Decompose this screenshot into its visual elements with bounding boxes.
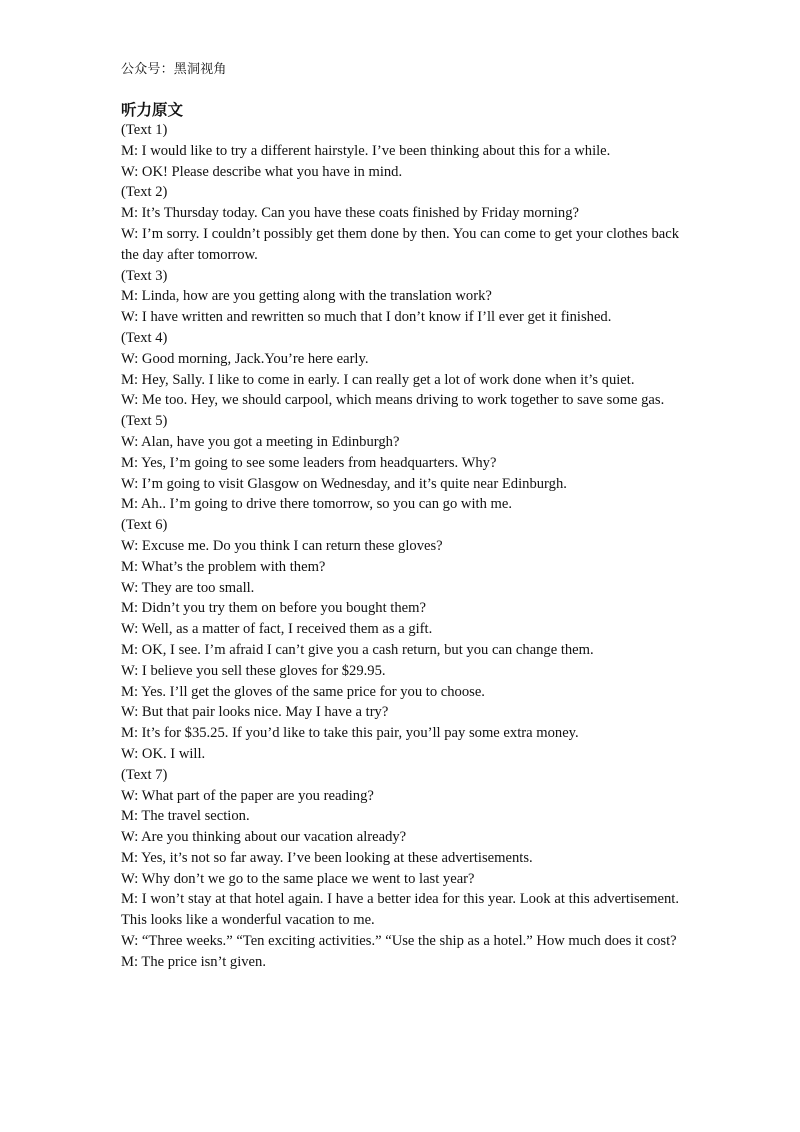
- dialogue-line: M: Hey, Sally. I like to come in early. I can really get a lot of work done when it’s quiet.: [121, 371, 635, 388]
- dialogue-line: M: It’s for $35.25. If you’d like to take this pair, you’ll pay some extra money.: [121, 725, 579, 742]
- dialogue-line: W: Are you thinking about our vacation already?: [121, 829, 407, 846]
- dialogue-line: M: The travel section.: [121, 808, 250, 825]
- section-label-text-4: (Text 4): [121, 329, 168, 346]
- dialogue-line: W: But that pair looks nice. May I have a try?: [121, 704, 389, 721]
- dialogue-line: W: Alan, have you got a meeting in Edinburgh?: [121, 433, 400, 450]
- section-label-text-5: (Text 5): [121, 413, 168, 430]
- dialogue-line: W: Why don’t we go to the same place we went to last year?: [121, 870, 475, 887]
- dialogue-line: W: I’m sorry. I couldn’t possibly get them done by then. You can come to get your clothes back the day after tomorrow.: [121, 225, 679, 263]
- dialogue-line: W: “Three weeks.” “Ten exciting activities.” “Use the ship as a hotel.” How much does it cost?: [121, 933, 677, 950]
- dialogue-line: W: Me too. Hey, we should carpool, which means driving to work together to save some gas.: [121, 392, 665, 409]
- dialogue-line: W: What part of the paper are you reading?: [121, 787, 374, 804]
- dialogue-line: W: I have written and rewritten so much that I don’t know if I’ll ever get it finished.: [121, 309, 612, 326]
- dialogue-line: W: Well, as a matter of fact, I received them as a gift.: [121, 621, 433, 638]
- dialogue-line: W: OK! Please describe what you have in mind.: [121, 163, 403, 180]
- dialogue-line: M: I would like to try a different hairstyle. I’ve been thinking about this for a while.: [121, 142, 611, 159]
- dialogue-line: W: Excuse me. Do you think I can return these gloves?: [121, 537, 443, 554]
- section-label-text-2: (Text 2): [121, 184, 168, 201]
- section-label-text-6: (Text 6): [121, 517, 168, 534]
- dialogue-line: W: Good morning, Jack.You’re here early.: [121, 350, 369, 367]
- dialogue-line: W: They are too small.: [121, 579, 255, 596]
- section-label-text-1: (Text 1): [121, 122, 168, 138]
- dialogue-line: M: Linda, how are you getting along with the translation work?: [121, 288, 492, 305]
- dialogue-line: M: Ah.. I’m going to drive there tomorrow, so you can go with me.: [121, 496, 512, 513]
- dialogue-line: M: I won’t stay at that hotel again. I have a better idea for this year. Look at this advertisement. This looks like a wonderful vacation to me.: [121, 891, 679, 929]
- dialogue-line: M: Yes. I’ll get the gloves of the same price for you to choose.: [121, 683, 485, 700]
- page-title: 听力原文: [121, 101, 184, 119]
- dialogue-line: W: I believe you sell these gloves for $29.95.: [121, 662, 386, 679]
- page-header: 公众号：黑洞视角: [121, 62, 227, 77]
- transcript-body: [121, 120, 679, 973]
- dialogue-line: W: OK. I will.: [121, 745, 206, 762]
- dialogue-line: M: Didn’t you try them on before you bought them?: [121, 600, 426, 617]
- dialogue-line: M: It’s Thursday today. Can you have these coats finished by Friday morning?: [121, 205, 579, 222]
- dialogue-line: M: What’s the problem with them?: [121, 558, 326, 575]
- dialogue-line: W: I’m going to visit Glasgow on Wednesday, and it’s quite near Edinburgh.: [121, 475, 567, 492]
- dialogue-line: M: Yes, I’m going to see some leaders from headquarters. Why?: [121, 454, 497, 471]
- dialogue-line: M: OK, I see. I’m afraid I can’t give you a cash return, but you can change them.: [121, 641, 594, 658]
- section-label-text-7: (Text 7): [121, 766, 168, 783]
- dialogue-line: M: Yes, it’s not so far away. I’ve been looking at these advertisements.: [121, 849, 533, 866]
- dialogue-line: M: The price isn’t given.: [121, 953, 266, 970]
- section-label-text-3: (Text 3): [121, 267, 168, 284]
